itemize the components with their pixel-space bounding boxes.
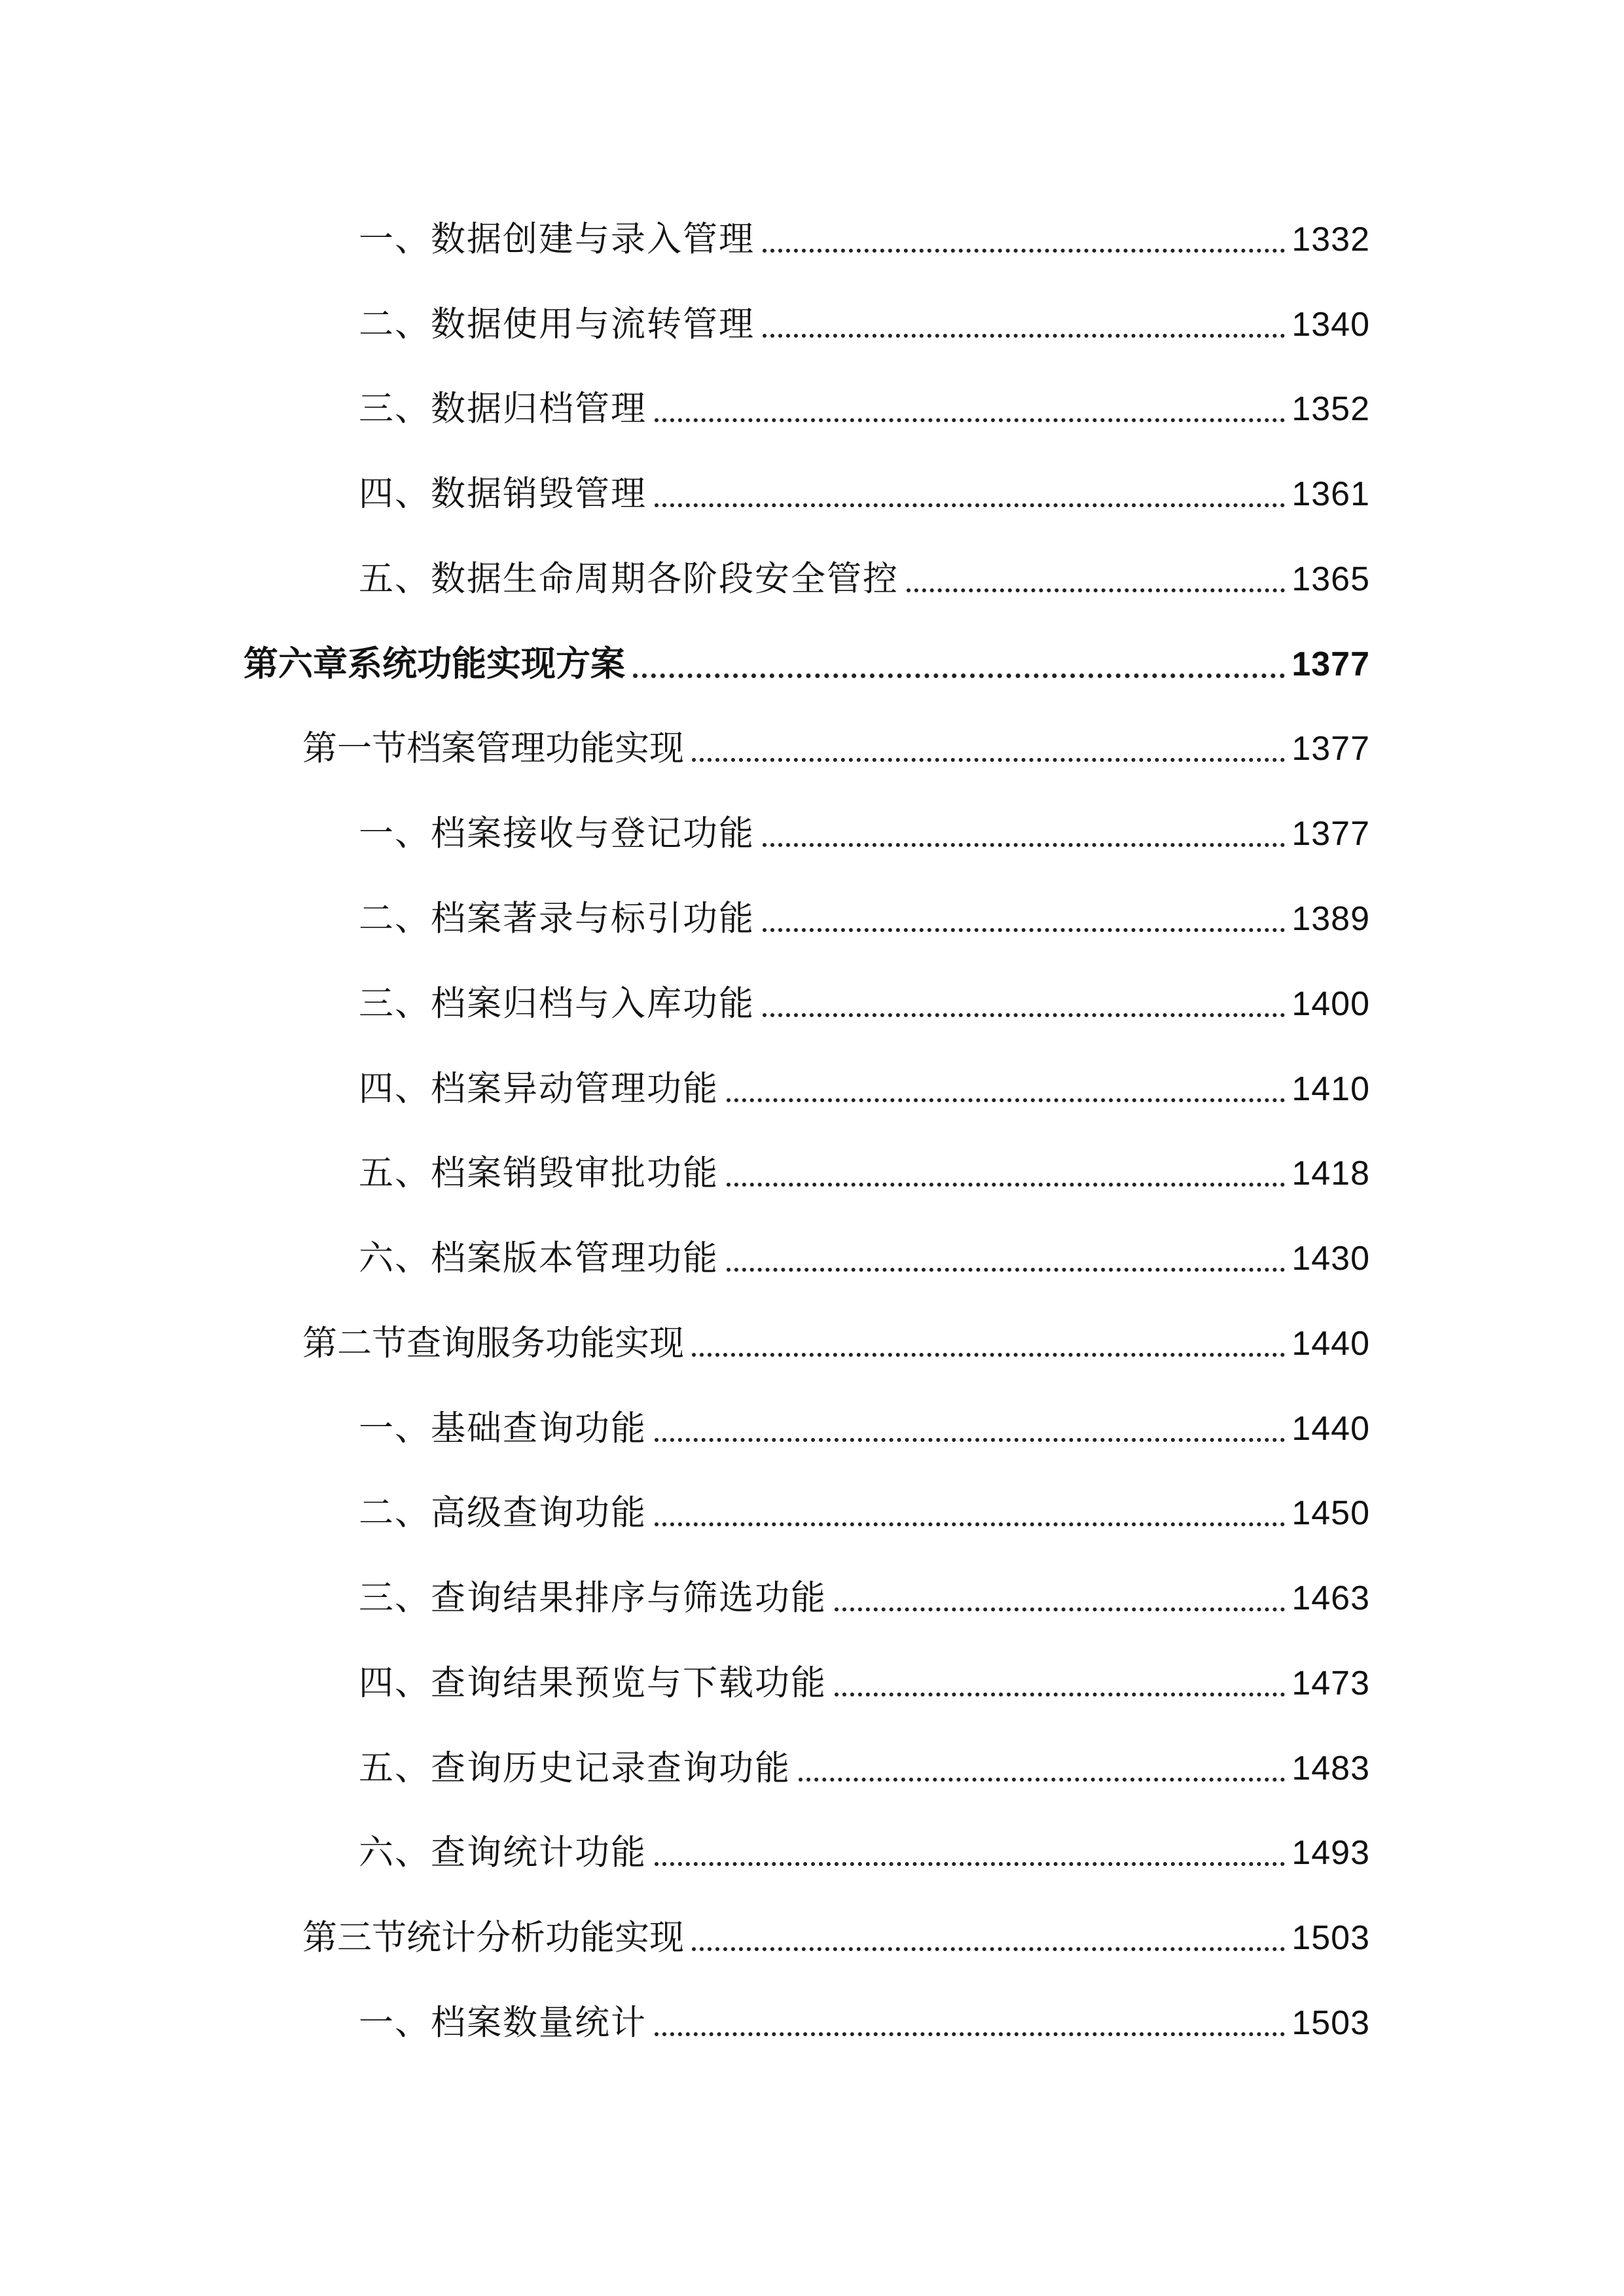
toc-entry-page: 1361 xyxy=(1291,475,1370,513)
toc-entry-archive-description[interactable] xyxy=(359,893,1370,945)
toc-entry-advanced-query[interactable] xyxy=(359,1487,1370,1539)
dot-leader xyxy=(692,1947,1285,1951)
toc-entry-archive-destruction-approval[interactable] xyxy=(359,1147,1370,1200)
dot-leader xyxy=(655,1522,1285,1526)
toc-entry-title: 三、查询结果排序与筛选功能 xyxy=(359,1578,827,1618)
toc-entry-page: 1430 xyxy=(1291,1240,1370,1278)
toc-entry-page: 1440 xyxy=(1291,1410,1370,1448)
toc-entry-section-3[interactable] xyxy=(302,1912,1370,1964)
dot-leader xyxy=(763,843,1285,847)
toc-entry-archive-receiving[interactable] xyxy=(359,808,1370,860)
toc-entry-query-sort-filter[interactable] xyxy=(359,1572,1370,1624)
toc-entry-title: 五、数据生命周期各阶段安全管控 xyxy=(359,559,899,599)
toc-entry-data-destruction[interactable] xyxy=(359,468,1370,520)
toc-entry-title: 六、查询统计功能 xyxy=(359,1833,647,1873)
dot-leader xyxy=(907,588,1285,592)
toc-entry-lifecycle-security[interactable] xyxy=(359,553,1370,605)
toc-entry-page: 1493 xyxy=(1291,1834,1370,1872)
toc-entry-data-usage[interactable] xyxy=(359,298,1370,351)
toc-entry-page: 1440 xyxy=(1291,1325,1370,1363)
toc-entry-data-creation[interactable] xyxy=(359,213,1370,266)
toc-entry-page: 1377 xyxy=(1291,730,1370,768)
toc-entry-page: 1332 xyxy=(1291,221,1370,259)
toc-entry-title: 三、数据归档管理 xyxy=(359,389,647,429)
toc-entry-title: 四、查询结果预览与下载功能 xyxy=(359,1663,827,1703)
toc-entry-basic-query[interactable] xyxy=(359,1403,1370,1455)
toc-entry-title: 五、档案销毁审批功能 xyxy=(359,1153,719,1193)
toc-entry-page: 1483 xyxy=(1291,1749,1370,1787)
dot-leader xyxy=(727,1268,1285,1272)
toc-entry-archive-change[interactable] xyxy=(359,1063,1370,1115)
toc-entry-page: 1340 xyxy=(1291,306,1370,344)
toc-entry-title: 二、高级查询功能 xyxy=(359,1493,647,1533)
toc-entry-page: 1463 xyxy=(1291,1579,1370,1617)
dot-leader xyxy=(655,2032,1285,2036)
toc-entry-page: 1377 xyxy=(1291,645,1370,683)
toc-entry-title: 五、查询历史记录查询功能 xyxy=(359,1748,791,1788)
toc-entry-section-2[interactable] xyxy=(302,1318,1370,1370)
toc-entry-page: 1473 xyxy=(1291,1664,1370,1702)
toc-entry-title: 三、档案归档与入库功能 xyxy=(359,984,755,1024)
dot-leader xyxy=(692,1353,1285,1357)
toc-entry-page: 1503 xyxy=(1291,2004,1370,2042)
toc-entry-data-archiving[interactable] xyxy=(359,383,1370,435)
dot-leader xyxy=(727,1183,1285,1187)
toc-entry-page: 1410 xyxy=(1291,1070,1370,1108)
toc-entry-page: 1352 xyxy=(1291,390,1370,428)
toc-entry-query-history[interactable] xyxy=(359,1742,1370,1795)
dot-leader xyxy=(655,503,1285,507)
dot-leader xyxy=(763,1013,1285,1017)
toc-entry-title: 一、档案接收与登记功能 xyxy=(359,814,755,853)
toc-entry-title: 六、档案版本管理功能 xyxy=(359,1238,719,1278)
dot-leader xyxy=(763,249,1285,253)
toc-entry-page: 1503 xyxy=(1291,1919,1370,1957)
dot-leader xyxy=(655,418,1285,422)
toc-entry-section-1[interactable] xyxy=(302,723,1370,775)
dot-leader xyxy=(655,1438,1285,1442)
toc-entry-title: 四、档案异动管理功能 xyxy=(359,1069,719,1109)
dot-leader xyxy=(835,1693,1285,1696)
toc-entry-chapter-6[interactable] xyxy=(244,638,1370,691)
toc-entry-page: 1418 xyxy=(1291,1155,1370,1193)
toc-entry-query-statistics[interactable] xyxy=(359,1827,1370,1879)
toc-entry-page: 1365 xyxy=(1291,560,1370,598)
dot-leader xyxy=(835,1607,1285,1611)
toc-entry-title: 四、数据销毁管理 xyxy=(359,474,647,514)
dot-leader xyxy=(799,1778,1285,1782)
toc-entry-title: 二、档案著录与标引功能 xyxy=(359,899,755,939)
toc-entry-title: 第一节档案管理功能实现 xyxy=(302,728,684,768)
toc-entry-title: 二、数据使用与流转管理 xyxy=(359,304,755,344)
dot-leader xyxy=(727,1098,1285,1102)
toc-entry-archive-version[interactable] xyxy=(359,1232,1370,1285)
toc-entry-title: 第六章系统功能实现方案 xyxy=(244,644,625,684)
toc-entry-title: 第三节统计分析功能实现 xyxy=(302,1918,684,1958)
toc-entry-title: 一、档案数量统计 xyxy=(359,2003,647,2043)
dot-leader xyxy=(655,1862,1285,1866)
toc-entry-page: 1377 xyxy=(1291,815,1370,853)
toc-entry-archive-count-statistics[interactable] xyxy=(359,1997,1370,2049)
toc-entry-title: 一、数据创建与录入管理 xyxy=(359,219,755,259)
toc-entry-title: 第二节查询服务功能实现 xyxy=(302,1323,684,1363)
dot-leader xyxy=(763,334,1285,338)
dot-leader xyxy=(633,673,1285,678)
dot-leader xyxy=(763,928,1285,932)
toc-entry-page: 1450 xyxy=(1291,1494,1370,1532)
toc-entry-title: 一、基础查询功能 xyxy=(359,1408,647,1448)
dot-leader xyxy=(692,758,1285,762)
toc-entry-query-preview-download[interactable] xyxy=(359,1657,1370,1710)
toc-entry-page: 1389 xyxy=(1291,900,1370,938)
toc-entry-archive-filing[interactable] xyxy=(359,978,1370,1030)
toc-entry-page: 1400 xyxy=(1291,985,1370,1023)
